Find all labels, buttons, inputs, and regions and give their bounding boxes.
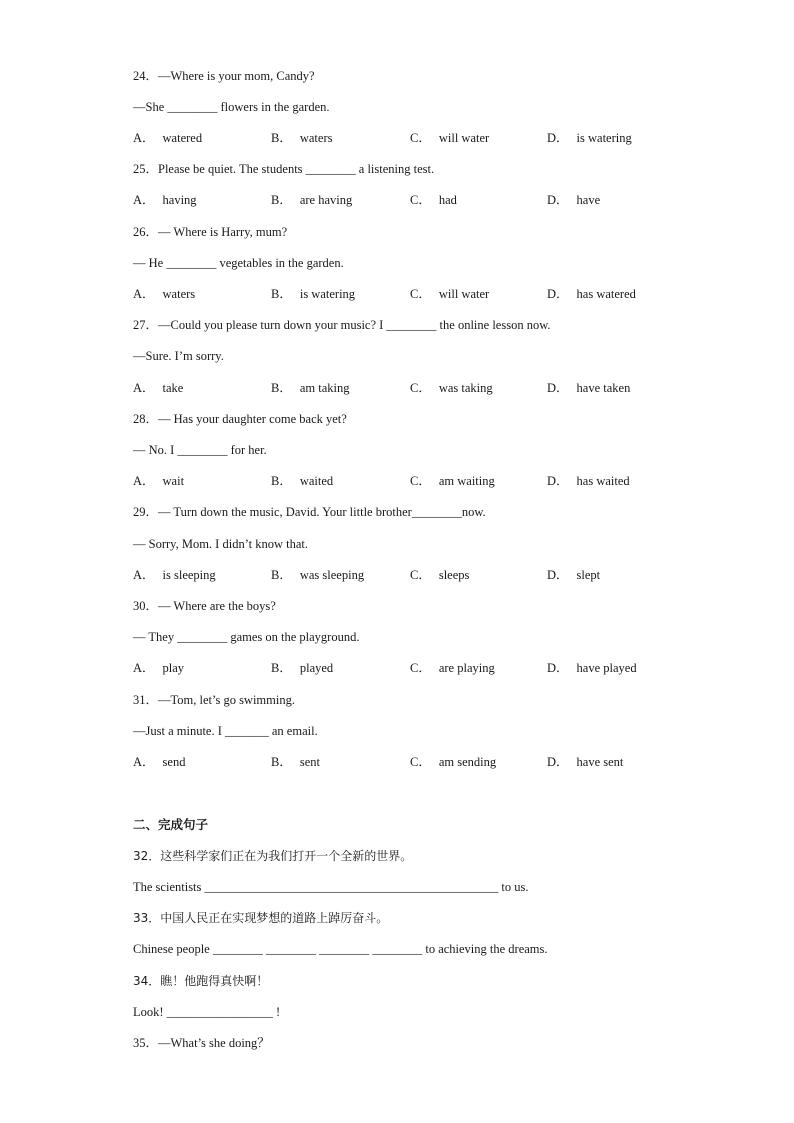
question-28-stem: 28．— Has your daughter come back yet?: [133, 412, 347, 426]
option-c: C． was taking: [410, 381, 493, 395]
option-b: B． waters: [271, 131, 333, 145]
question-31-options: [0, 754, 794, 770]
option-b: B． played: [271, 661, 334, 675]
option-a: A． play: [133, 661, 185, 675]
question-27-options: [0, 380, 794, 396]
option-d: D． have played: [547, 661, 637, 675]
question-32-answer: The scientists _______________________________________________ to us.: [133, 880, 529, 894]
option-d: D． have taken: [547, 381, 631, 395]
option-c: C． sleeps: [410, 568, 470, 582]
question-35-prompt: 35．—What’s she doing？: [133, 1036, 270, 1050]
question-25-options: [0, 192, 794, 208]
question-27-stem: 27．—Could you please turn down your music? I ________ the online lesson now.: [133, 318, 551, 332]
question-31-stem: 31．—Tom, let’s go swimming.: [133, 693, 295, 707]
option-a: A． take: [133, 381, 184, 395]
question-28-reply: — No. I ________ for her.: [133, 443, 267, 457]
question-24-options: [0, 130, 794, 146]
question-24-reply: —She ________ flowers in the garden.: [133, 100, 330, 114]
option-c: C． will water: [410, 131, 490, 145]
question-29-options: [0, 567, 794, 583]
question-26-stem: 26．— Where is Harry, mum?: [133, 225, 288, 239]
option-b: B． is watering: [271, 287, 356, 301]
option-d: D． has watered: [547, 287, 636, 301]
question-27-reply: —Sure. I’m sorry.: [133, 349, 224, 363]
option-c: C． am sending: [410, 755, 497, 769]
option-b: B． sent: [271, 755, 320, 769]
question-24-stem: 24．—Where is your mom, Candy?: [133, 69, 315, 83]
option-a: A． wait: [133, 474, 185, 488]
question-31-reply: —Just a minute. I _______ an email.: [133, 724, 318, 738]
option-b: B． waited: [271, 474, 334, 488]
question-34-prompt: 34．瞧！他跑得真快啊！: [133, 974, 269, 988]
option-c: C． had: [410, 193, 457, 207]
option-d: D． slept: [547, 568, 601, 582]
option-a: A． waters: [133, 287, 196, 301]
section-title: 二、完成句子: [133, 817, 209, 832]
question-29-stem: 29．— Turn down the music, David. Your little brother________now.: [133, 505, 486, 519]
question-30-stem: 30．— Where are the boys?: [133, 599, 276, 613]
option-d: D． is watering: [547, 131, 632, 145]
option-a: A． is sleeping: [133, 568, 216, 582]
option-c: C． will water: [410, 287, 490, 301]
question-25-stem: 25．Please be quiet. The students ________ a listening test.: [133, 162, 435, 176]
question-32-prompt: 32．这些科学家们正在为我们打开一个全新的世界。: [133, 849, 413, 863]
question-33-answer: Chinese people ________ ________ ________ ________ to achieving the dreams.: [133, 942, 548, 956]
option-b: B． are having: [271, 193, 353, 207]
question-26-reply: — He ________ vegetables in the garden.: [133, 256, 344, 270]
question-29-reply: — Sorry, Mom. I didn’t know that.: [133, 537, 308, 551]
option-b: B． was sleeping: [271, 568, 365, 582]
question-30-options: [0, 660, 794, 676]
option-c: C． are playing: [410, 661, 495, 675]
question-30-reply: — They ________ games on the playground.: [133, 630, 360, 644]
option-b: B． am taking: [271, 381, 350, 395]
option-c: C． am waiting: [410, 474, 495, 488]
question-28-options: [0, 473, 794, 489]
option-d: D． have sent: [547, 755, 624, 769]
question-26-options: [0, 286, 794, 302]
option-a: A． send: [133, 755, 186, 769]
option-a: A． watered: [133, 131, 203, 145]
option-d: D． have: [547, 193, 601, 207]
question-34-answer: Look! _________________ !: [133, 1005, 281, 1019]
option-d: D． has waited: [547, 474, 630, 488]
question-33-prompt: 33．中国人民正在实现梦想的道路上踔厉奋斗。: [133, 911, 389, 925]
option-a: A． having: [133, 193, 197, 207]
